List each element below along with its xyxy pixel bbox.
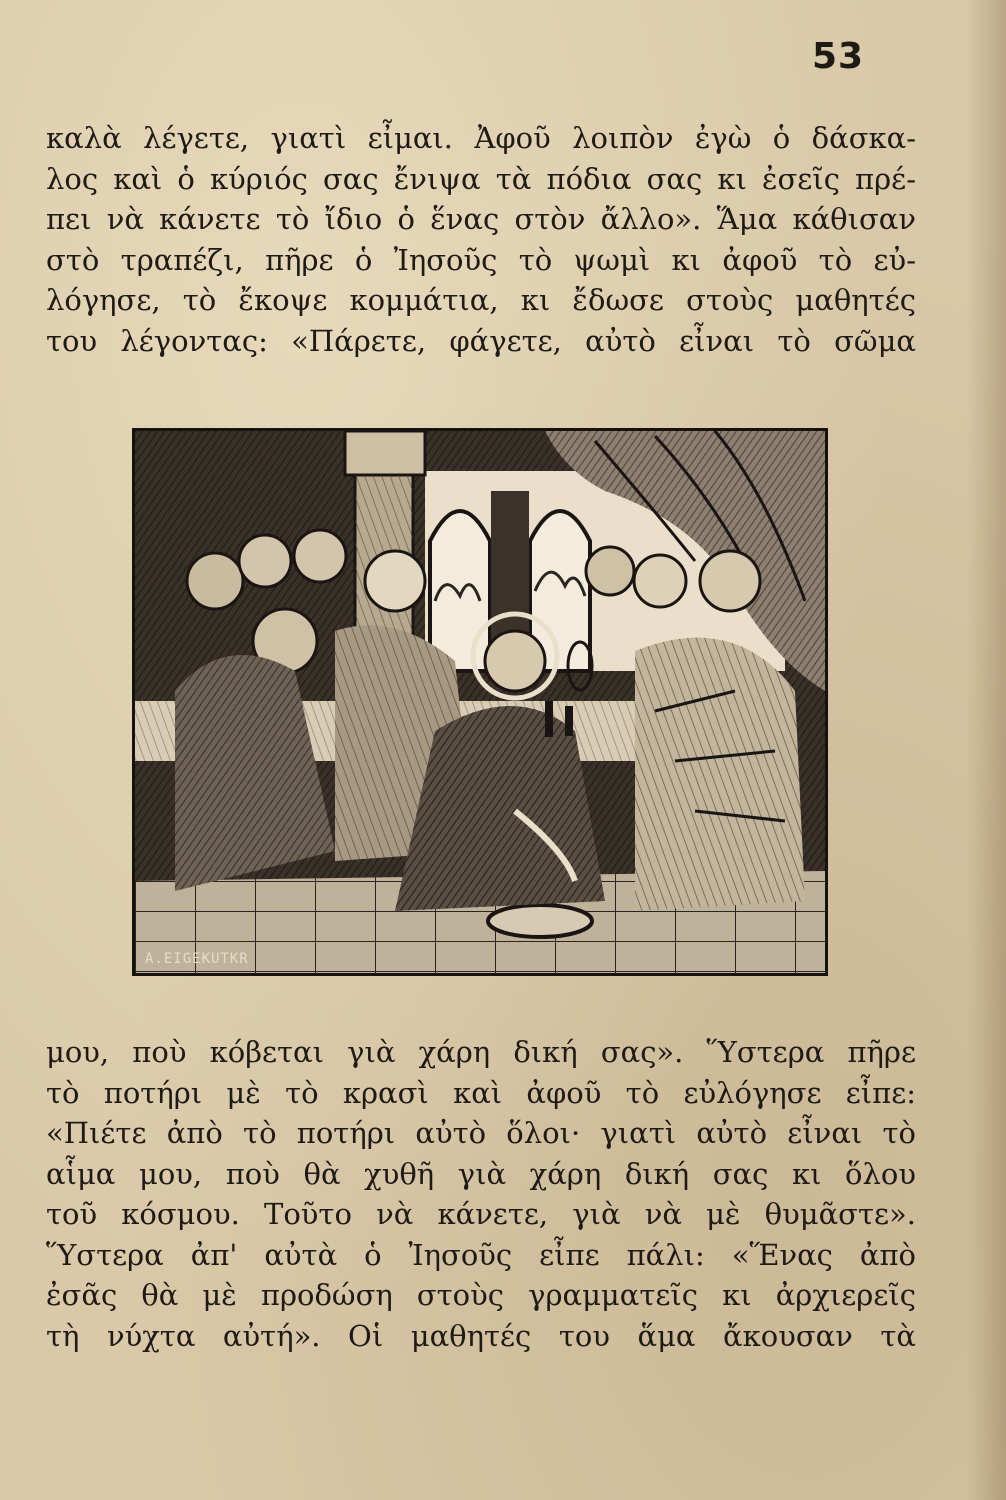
text-line: μου, ποὺ κόβεται γιὰ χάρη δική σας». Ὕστερα πῆρε [46,1035,916,1069]
text-line: ἐσᾶς θὰ μὲ προδώση στοὺς γραμματεῖς κι ἀρχιερεῖς [46,1278,916,1312]
page-number: 53 [812,36,865,77]
text-line: τοῦ κόσμου. Τοῦτο νὰ κάνετε, γιὰ νὰ μὲ θυμᾶστε». [46,1197,916,1231]
text-line: πει νὰ κάνετε τὸ ἴδιο ὁ ἕνας στὸν ἄλλο». Ἅμα κάθισαν [46,202,916,236]
engraving-illustration [132,428,828,976]
text-line: λόγησε, τὸ ἔκοψε κομμάτια, κι ἔδωσε στοὺς μαθητές [46,283,916,317]
paragraph-top [46,118,916,361]
text-line: Ὕστερα ἀπ' αὐτὰ ὁ Ἰησοῦς εἶπε πάλι: «Ἕνας ἀπὸ [46,1237,916,1272]
text-line: του λέγοντας: «Πάρετε, φάγετε, αὐτὸ εἶναι τὸ σῶμα [46,323,916,358]
text-line: «Πιέτε ἀπὸ τὸ ποτήρι αὐτὸ ὅλοι· γιατὶ αὐτὸ εἶναι τὸ [46,1116,916,1150]
text-line: αἷμα μου, ποὺ θὰ χυθῆ γιὰ χάρη δική σας κι ὅλου [46,1156,916,1191]
text-line: καλὰ λέγετε, γιατὶ εἶμαι. Ἀφοῦ λοιπὸν ἐγὼ ὁ δάσκα- [46,121,916,155]
engraver-signature: A.EIGEKUTKR [145,951,249,967]
paragraph-bottom [46,1032,916,1356]
page-edge-shadow [966,0,1006,1500]
wash-basin [488,905,592,937]
engraving-artwork [135,431,825,973]
text-line: τὴ νύχτα αὐτή». Οἱ μαθητές του ἅμα ἄκουσαν τὰ [46,1318,916,1353]
text-line: στὸ τραπέζι, πῆρε ὁ Ἰησοῦς τὸ ψωμὶ κι ἀφοῦ τὸ εὐ- [46,242,916,277]
text-line: λος καὶ ὁ κύριός σας ἔνιψα τὰ πόδια σας κι ἐσεῖς πρέ- [46,161,916,196]
text-line: τὸ ποτήρι μὲ τὸ κρασὶ καὶ ἀφοῦ τὸ εὐλόγησε εἶπε: [46,1075,916,1110]
